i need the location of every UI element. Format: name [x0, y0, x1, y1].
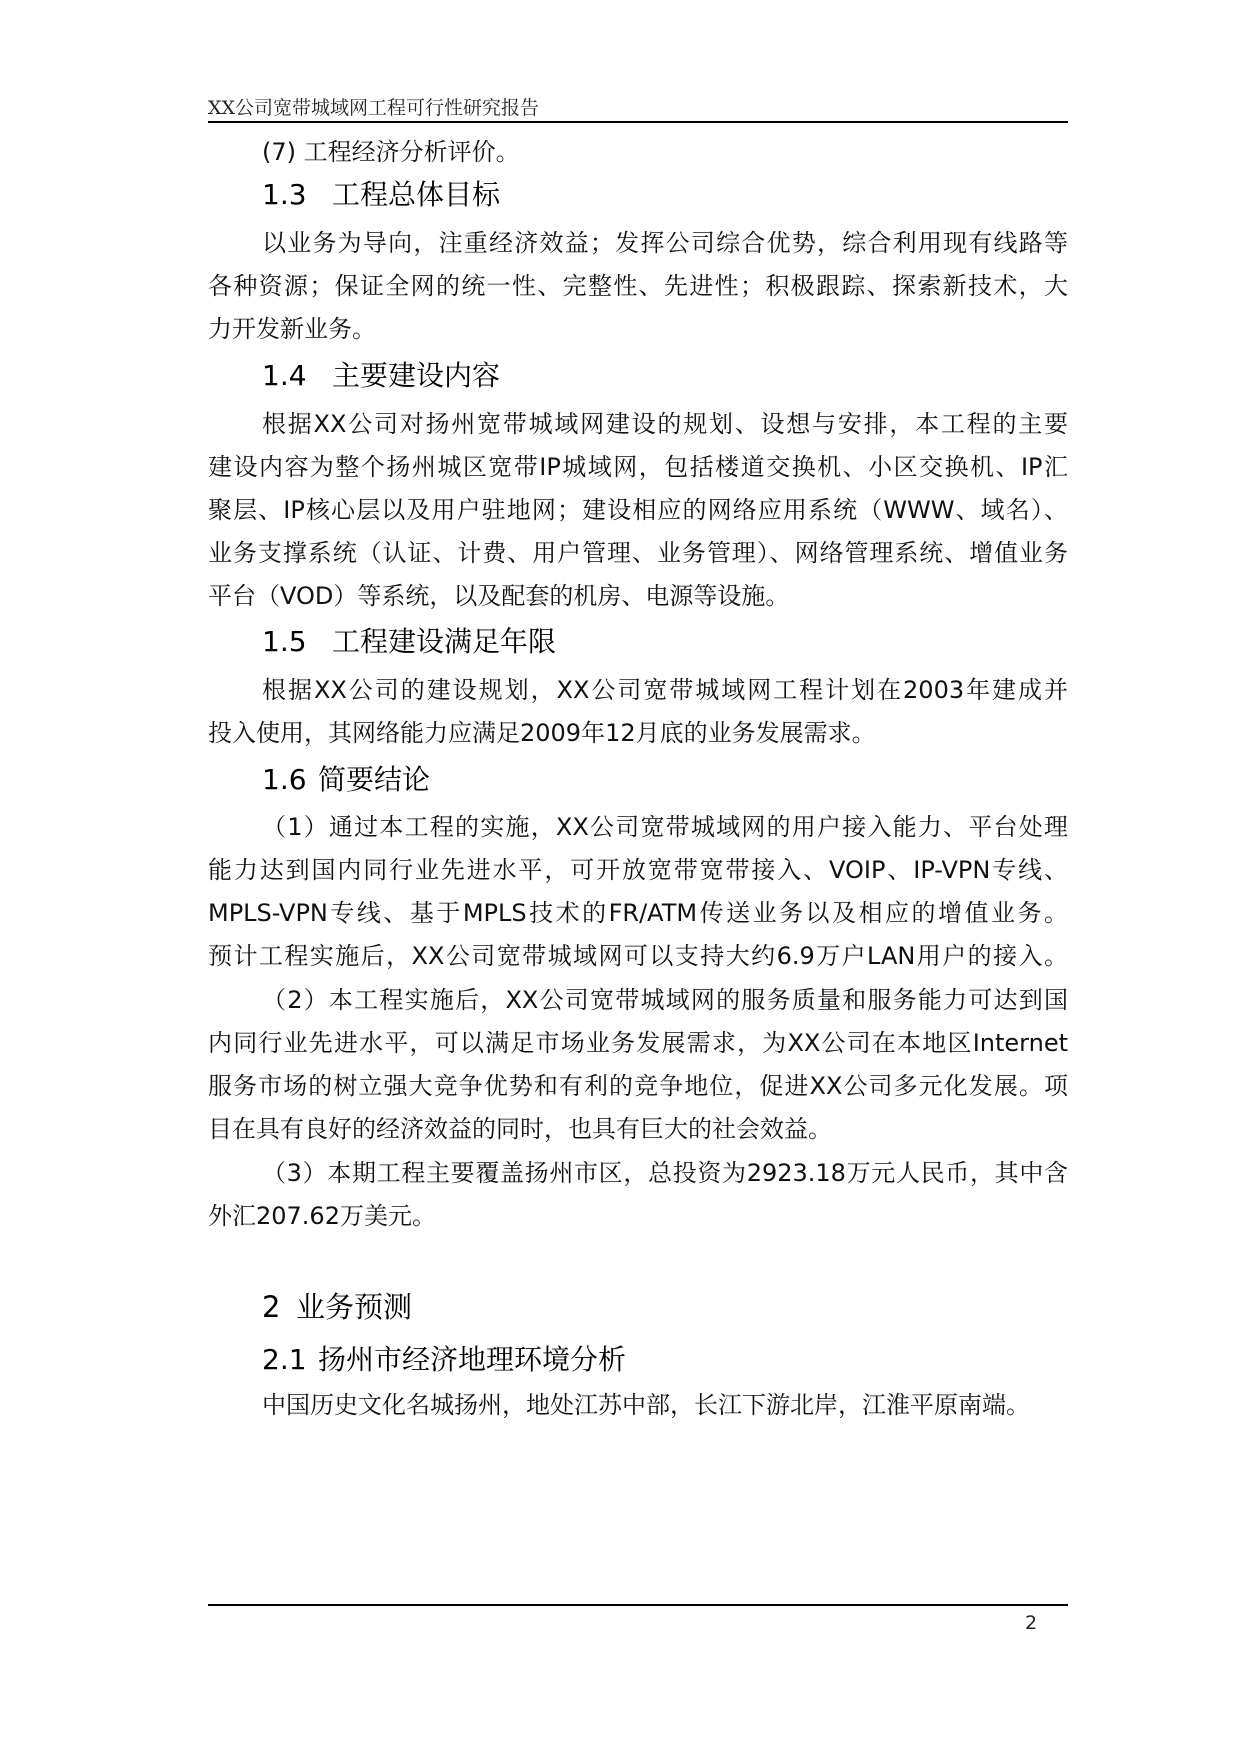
- footer-rule: [208, 1604, 1068, 1606]
- paragraph-line: 以业务为导向，注重经济效益；发挥公司综合优势，综合利用现有线路等: [262, 229, 1068, 257]
- chapter-title: 业务预测: [296, 1290, 413, 1324]
- section-1-6-heading: [262, 763, 1068, 797]
- section-1-4-heading: [262, 359, 1068, 393]
- running-header: XX公司宽带城域网工程可行性研究报告: [208, 97, 540, 119]
- section-number: 1.6: [262, 763, 307, 796]
- paragraph-line: （3）本期工程主要覆盖扬州市区，总投资为2923.18万元人民币，其中含: [262, 1159, 1068, 1187]
- paragraph-line: 建设内容为整个扬州城区宽带IP城域网，包括楼道交换机、小区交换机、IP汇: [208, 453, 1068, 481]
- section-title: 主要建设内容: [332, 359, 501, 392]
- paragraph-line: 业务支撑系统（认证、计费、用户管理、业务管理）、网络管理系统、增值业务: [208, 539, 1068, 567]
- paragraph-line: 外汇207.62万美元。: [208, 1202, 436, 1230]
- paragraph-line: 平台（VOD）等系统，以及配套的机房、电源等设施。: [208, 582, 790, 610]
- section-number: 1.4: [262, 359, 307, 392]
- paragraph-line: 力开发新业务。: [208, 315, 376, 343]
- section-number: 1.3: [262, 178, 307, 211]
- section-title: 简要结论: [318, 763, 431, 796]
- paragraph-line: 中国历史文化名城扬州，地处江苏中部，长江下游北岸，江淮平原南端。: [262, 1391, 1030, 1419]
- paragraph-line: 能力达到国内同行业先进水平，可开放宽带宽带接入、VOIP、IP-VPN专线、: [208, 856, 1068, 884]
- paragraph-line: 投入使用，其网络能力应满足2009年12月底的业务发展需求。: [208, 719, 876, 747]
- section-title: 扬州市经济地理环境分析: [318, 1343, 627, 1376]
- paragraph-line: 根据XX公司对扬州宽带城域网建设的规划、设想与安排，本工程的主要: [262, 410, 1068, 438]
- section-title: 工程总体目标: [332, 178, 501, 211]
- paragraph-line: 聚层、IP核心层以及用户驻地网；建设相应的网络应用系统（WWW、域名）、: [208, 496, 1068, 524]
- header-rule: [208, 121, 1068, 123]
- paragraph-line: 内同行业先进水平，可以满足市场业务发展需求，为XX公司在本地区Internet: [208, 1029, 1068, 1057]
- section-1-3-heading: [262, 178, 1068, 212]
- paragraph-line: 预计工程实施后，XX公司宽带城域网可以支持大约6.9万户LAN用户的接入。: [208, 942, 1068, 970]
- section-number: 1.5: [262, 625, 307, 658]
- paragraph-line: MPLS-VPN专线、基于MPLS技术的FR/ATM传送业务以及相应的增值业务。: [208, 899, 1068, 927]
- page-number: 2: [1025, 1612, 1038, 1634]
- section-2-1-heading: [262, 1343, 1068, 1377]
- section-title: 工程建设满足年限: [332, 625, 557, 658]
- list-item-7: (7) 工程经济分析评价。: [262, 138, 520, 166]
- paragraph-line: 目在具有良好的经济效益的同时，也具有巨大的社会效益。: [208, 1115, 832, 1143]
- paragraph-line: 根据XX公司的建设规划，XX公司宽带城域网工程计划在2003年建成并: [262, 676, 1068, 704]
- chapter-2-heading: [262, 1290, 1068, 1324]
- paragraph-line: 各种资源；保证全网的统一性、完整性、先进性；积极跟踪、探索新技术，大: [208, 272, 1068, 300]
- paragraph-line: （2）本工程实施后，XX公司宽带城域网的服务质量和服务能力可达到国: [262, 986, 1068, 1014]
- paragraph-line: 服务市场的树立强大竞争优势和有利的竞争地位，促进XX公司多元化发展。项: [208, 1072, 1068, 1100]
- section-number: 2.1: [262, 1343, 307, 1376]
- chapter-number: 2: [262, 1290, 281, 1324]
- paragraph-line: （1）通过本工程的实施，XX公司宽带城域网的用户接入能力、平台处理: [262, 813, 1068, 841]
- section-1-5-heading: [262, 625, 1068, 659]
